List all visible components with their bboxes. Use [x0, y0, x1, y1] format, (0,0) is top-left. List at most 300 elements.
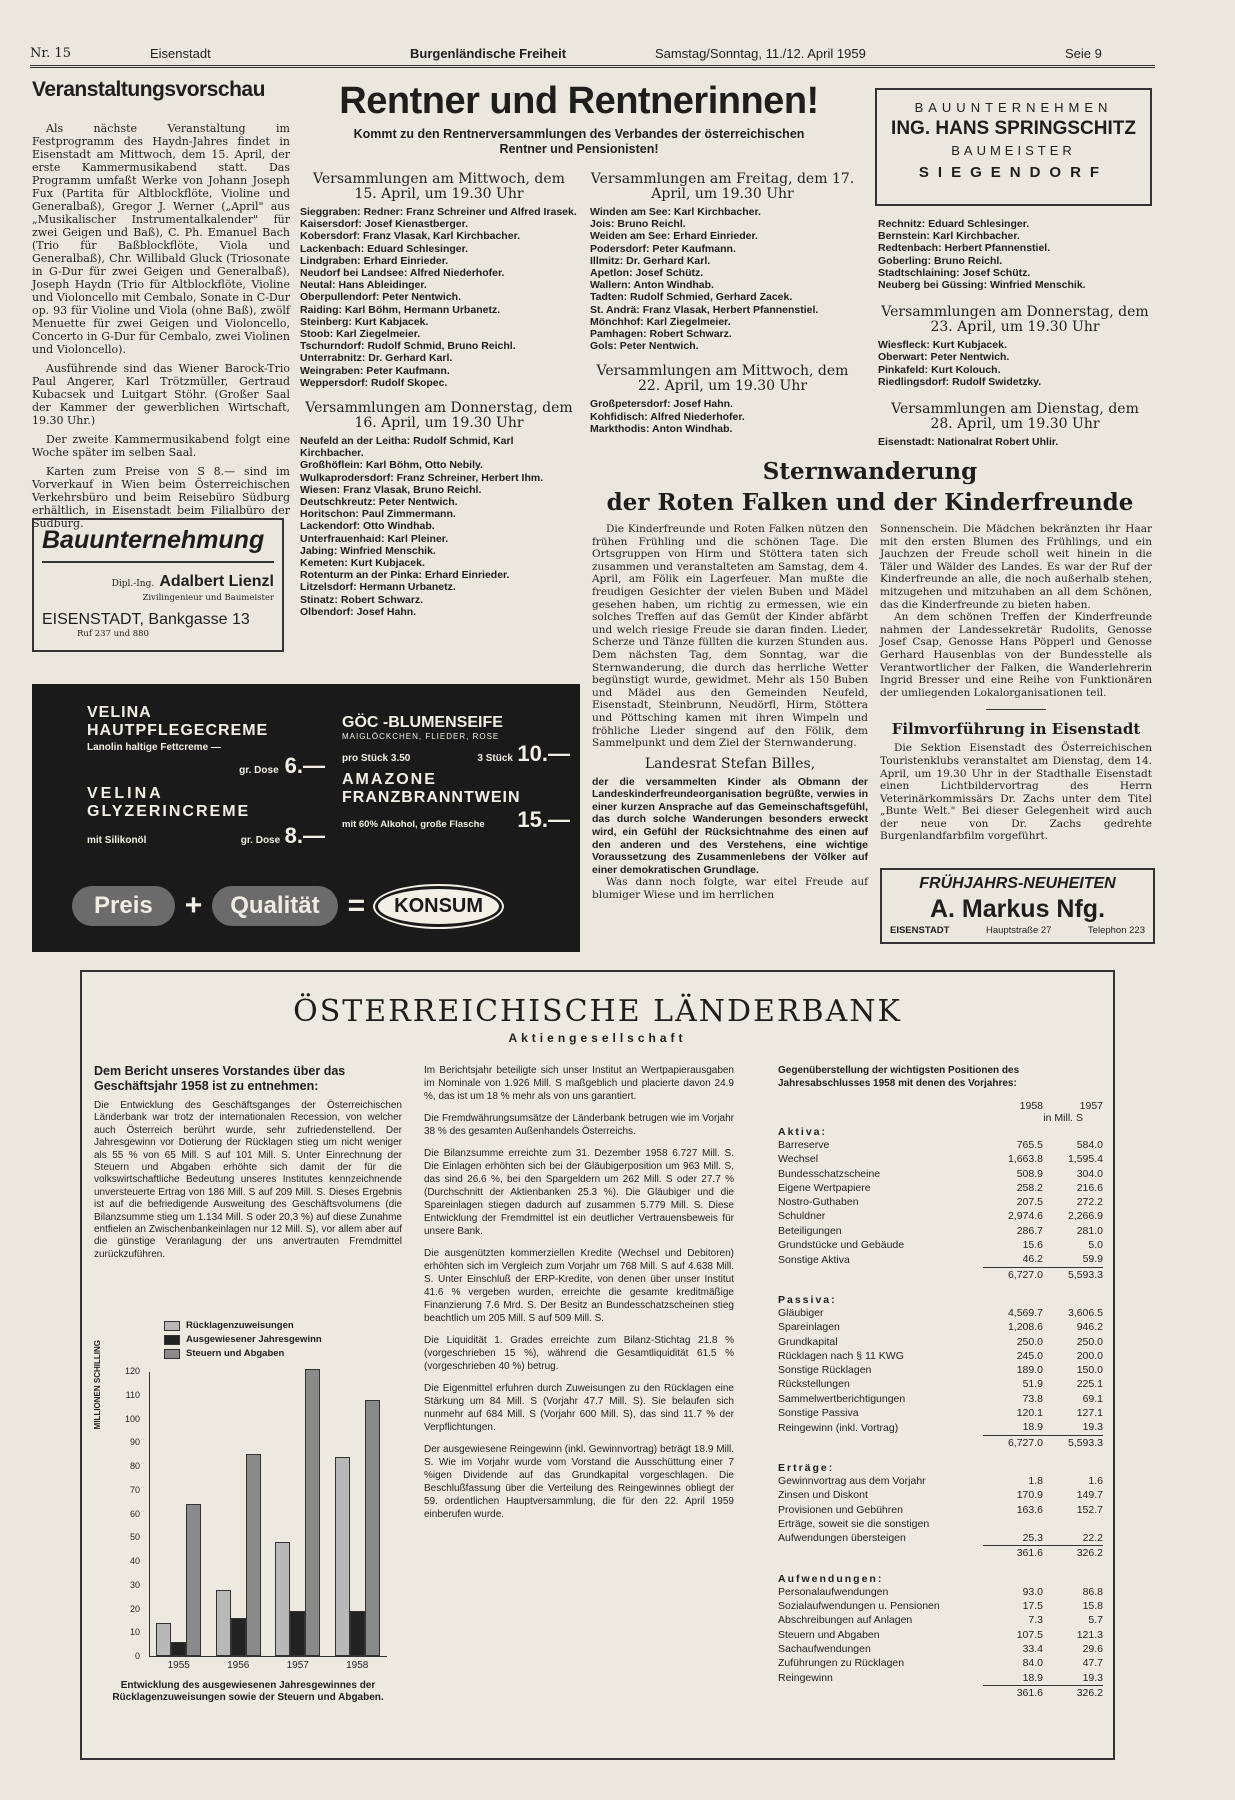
stern-col1 — [592, 523, 868, 902]
chart-ytick: 10 — [129, 1627, 140, 1638]
spring-name: ING. HANS SPRINGSCHITZ — [891, 118, 1136, 139]
bau-ad-name: Adalbert Lienzl — [159, 573, 274, 590]
chart-bar — [156, 1623, 171, 1656]
spring-mid: BAUMEISTER — [951, 143, 1076, 158]
fin-row — [778, 1628, 1103, 1642]
fin-row — [778, 1685, 1103, 1700]
legend-swatch — [164, 1349, 180, 1359]
page-number: Nr. 15 — [30, 46, 71, 61]
chart-yticks — [104, 1366, 144, 1661]
fin-value: 25.3 — [1022, 1532, 1043, 1545]
fin-label: Reingewinn (inkl. Vortrag) — [778, 1421, 899, 1434]
rentner-list-item: Neuberg bei Güssing: Winfried Menschik. — [878, 279, 1086, 292]
rentner-list-item: Gols: Peter Nentwich. — [590, 340, 699, 353]
fin-value — [1043, 1517, 1103, 1531]
stern-c1b: der die versammelten Kinder als Obmann der Landeskinderfreundeorganisation begrüßte, verwies in einer kurzen Ansprache auf das Gemeinschaftsgefühl, das durch solche Wanderungen besonders erweckt wird, ein Gefühl der Rücksichtnahme des einen auf den anderen und des Verstehens, eine wichtige Voraussetzung des Zusammenlebens der Völker auf einer demokratischen Grundlage. — [592, 775, 868, 876]
bau-ad-dipl: Dipl.-Ing. — [111, 579, 155, 589]
slogan-qualitaet: Qualität — [212, 886, 337, 926]
legend-label: Steuern und Abgaben — [186, 1348, 285, 1359]
fin-row — [778, 1181, 1103, 1195]
price-goc: 10.— — [517, 741, 570, 766]
rentner-col2 — [590, 172, 855, 435]
fin-value: 200.0 — [1076, 1349, 1103, 1362]
fin-label: Sonstige Rücklagen — [778, 1364, 872, 1377]
rentner-list-item: Winden am See: Karl Kirchbacher. — [590, 206, 761, 218]
rentner-list6 — [878, 339, 1152, 388]
markus-tel: Telephon 223 — [1087, 925, 1145, 936]
fin-row — [778, 1671, 1103, 1686]
legend-label: Rücklagenzuweisungen — [186, 1320, 294, 1331]
header-place: Eisenstadt — [150, 46, 211, 61]
fin-value: 18.9 — [1022, 1421, 1043, 1434]
maig-label: MAIGLÖCKCHEN, FLIEDER, ROSE — [342, 732, 500, 741]
fin-label: Reingewinn — [778, 1671, 833, 1684]
fin-value: 17.5 — [1022, 1600, 1043, 1613]
fin-label: Aufwendungen übersteigen — [778, 1532, 906, 1545]
rentner-list-item: Rechnitz: Eduard Schlesinger. — [878, 218, 1030, 230]
chart-bar — [305, 1369, 320, 1656]
fin-value: 304.0 — [1076, 1167, 1103, 1180]
fin-label: Beteiligungen — [778, 1224, 842, 1237]
fin-label: Personalaufwendungen — [778, 1585, 889, 1598]
fin-row — [778, 1363, 1103, 1377]
ertraege-table — [778, 1474, 1103, 1561]
fin-value: 1.6 — [1088, 1474, 1103, 1487]
rentner-list-item: Großpetersdorf: Josef Hahn. — [590, 398, 733, 411]
rentner-list-item: Horitschon: Paul Zimmermann. — [300, 508, 456, 521]
fin-row — [778, 1503, 1103, 1517]
fin-value: 73.8 — [1022, 1392, 1043, 1405]
rentner-list-item: Deutschkreutz: Peter Nentwich. — [300, 496, 458, 509]
bank-col3 — [778, 1064, 1103, 1700]
rentner-list-item: Rotenturm an der Pinka: Erhard Einrieder. — [300, 569, 510, 582]
fin-label: Nostro-Guthaben — [778, 1196, 859, 1209]
rentner-list-item: Wiesfleck: Kurt Kubjacek. — [878, 339, 1007, 352]
fin-value: 1,595.4 — [1067, 1153, 1103, 1166]
rentner-list-item: Jois: Bruno Reichl. — [590, 218, 686, 231]
rentner-list-item: St. Andrä: Franz Vlasak, Herbert Pfannenstiel. — [590, 303, 819, 316]
alk-label: mit 60% Alkohol, große Flasche — [342, 819, 485, 830]
rentner-list4 — [590, 398, 855, 435]
fin-value: 22.2 — [1082, 1532, 1103, 1545]
chart-ytick: 0 — [134, 1651, 140, 1661]
konsum-left — [87, 704, 325, 849]
rentner-list-item: Wallern: Anton Windhab. — [590, 279, 714, 292]
chart-ytick: 20 — [129, 1603, 140, 1614]
rentner-list-item: Pamhagen: Robert Schwarz. — [590, 328, 732, 341]
rentner-list3 — [590, 206, 855, 352]
rentner-list-item: Jabing: Winfried Menschik. — [300, 544, 436, 557]
fin-value: 2,974.6 — [1007, 1210, 1043, 1223]
fin-value: 47.7 — [1082, 1657, 1103, 1670]
rentner-list-item: Tadten: Rudolf Schmied, Gerhard Zacek. — [590, 291, 793, 304]
rentner-list-item: Kobersdorf: Franz Vlasak, Karl Kirchbacher. — [300, 230, 520, 243]
rentner-list-item: Goberling: Bruno Reichl. — [878, 254, 1003, 267]
fin-label: Steuern und Abgaben — [778, 1628, 880, 1641]
bank-m5: Die Liquidität 1. Grades erreichte zum Bilanz-Stichtag 21.8 % (vorgeschrieben 15 %), während die Gesamtliquidität 61.5 % (vorgeschrieben 40 %) betrug. — [424, 1335, 734, 1372]
fin-label: Sozialaufwendungen u. Pensionen — [778, 1600, 940, 1613]
chart-bar — [246, 1454, 261, 1656]
price-velina-glyz: 8.— — [284, 823, 325, 848]
markus-ad — [880, 868, 1155, 944]
rentner-list-item: Kohfidisch: Alfred Niederhofer. — [590, 410, 745, 423]
rentner-list-item: Weppersdorf: Rudolf Skopec. — [300, 376, 448, 389]
laenderbank-ad — [80, 970, 1115, 1760]
fin-row — [778, 1209, 1103, 1223]
veranst-p3: Der zweite Kammermusikabend folgt eine Woche später im selben Saal. — [32, 433, 290, 459]
fin-row — [778, 1224, 1103, 1238]
rentner-list-item: Wiesen: Franz Vlasak, Bruno Reichl. — [300, 483, 482, 496]
rentner-list-item: Raiding: Karl Böhm, Hermann Urbanetz. — [300, 303, 501, 316]
header-date: Samstag/Sonntag, 11./12. April 1959 — [655, 46, 866, 61]
rentner-h3: Versammlungen am Freitag, dem 17. April, um 19.30 Uhr — [590, 171, 855, 202]
col-1958: 1958 — [1019, 1100, 1043, 1112]
fin-row — [778, 1320, 1103, 1334]
chart-ytick: 70 — [129, 1484, 140, 1495]
fin-value: 5.0 — [1088, 1239, 1103, 1252]
chart-xtick: 1958 — [346, 1660, 369, 1671]
veranst-article — [32, 78, 290, 530]
fin-label: Sachaufwendungen — [778, 1642, 871, 1655]
chart-bar — [231, 1618, 246, 1656]
rentner-list-item: Illmitz: Dr. Gerhard Karl. — [590, 254, 711, 267]
fin-value: 281.0 — [1076, 1224, 1103, 1237]
rentner-title: Rentner und Rentnerinnen! — [339, 80, 819, 122]
fin-value: 258.2 — [1016, 1181, 1043, 1194]
fin-label: Grundstücke und Gebäude — [778, 1239, 905, 1252]
veranst-p2: Ausführende sind das Wiener Barock-Trio Paul Angerer, Karl Trötzmüller, Gertraud Kubacsek und Luitgart Stöhr. (Großer Saal der Kammer der gewerblichen Wirtschaft, 19.30 Uhr.) — [32, 362, 290, 427]
chart-ylabel: MILLIONEN SCHILLING — [93, 1340, 102, 1430]
rentner-list-item: Tschurndorf: Rudolf Schmid, Bruno Reichl. — [300, 340, 516, 353]
stern-c1c: Was dann noch folgte, war eitel Freude auf blumiger Wiese und im herrlichen — [592, 876, 868, 902]
rentner-list-item: Litzelsdorf: Hermann Urbanetz. — [300, 581, 456, 594]
rentner-list-item: Olbendorf: Josef Hahn. — [300, 605, 417, 618]
rentner-list-item: Weingraben: Peter Kaufmann. — [300, 364, 450, 377]
legend-label: Ausgewiesener Jahresgewinn — [186, 1334, 322, 1345]
fin-value: 127.1 — [1076, 1407, 1103, 1420]
chart-bar — [290, 1611, 305, 1656]
fin-label: Bundesschatzscheine — [778, 1167, 881, 1180]
rentner-list-item: Unterfrauenhaid: Karl Pleiner. — [300, 532, 449, 545]
fin-value: 1.8 — [1028, 1474, 1043, 1487]
col-1957: 1957 — [1079, 1100, 1103, 1112]
bank-m1: Im Berichtsjahr beteiligte sich unser Institut an Wertpapierausgaben im Nominale von 1.926 Mill. S maßgeblich und placierte davon 24.9 %, das ist um 18 % mehr als von uns garantiert. — [424, 1065, 734, 1102]
bauunternehmung-ad — [32, 518, 284, 652]
fin-label: Provisionen und Gebühren — [778, 1503, 903, 1516]
rentner-list-item: Sieggraben: Redner: Franz Schreiner und Alfred Irasek. — [300, 206, 577, 218]
dose-label: gr. Dose — [239, 765, 279, 776]
fin-label: Sonstige Aktiva — [778, 1253, 850, 1266]
price-franz: 15.— — [517, 807, 570, 832]
stern-c2b: An dem schönen Treffen der Kinderfreunde nahmen der Landessekretär Rudolits, Genosse Josef Csap, Genosse Hans Pöpperl und Genosse Gerhard Hausenblas von der Bundesstelle als Verantwortlicher der Falken, die Wanderlehrerin Ingrid Bresser und eine Reihe von Funktionären der umliegenden Lokalorganisationen teil. — [880, 611, 1152, 699]
rentner-list-item: Oberpullendorf: Peter Nentwich. — [300, 291, 462, 304]
fin-label: Rücklagen nach § 11 KWG — [778, 1349, 904, 1362]
rentner-list-item: Bernstein: Karl Kirchbacher. — [878, 230, 1020, 243]
chart-bar — [350, 1611, 365, 1656]
chart-caption: Entwicklung des ausgewiesenen Jahresgewinnes der Rücklagenzuweisungen sowie der Steuern und Abgaben. — [112, 1680, 384, 1703]
aufw-title: Aufwendungen: — [778, 1572, 884, 1585]
fin-value: 51.9 — [1022, 1378, 1043, 1391]
rentner-list-item: Kaisersdorf: Josef Kienastberger. — [300, 218, 469, 231]
rentner-h1: Versammlungen am Mittwoch, dem 15. April, um 19.30 Uhr — [313, 171, 565, 202]
bank-m4: Die ausgenützten kommerziellen Kredite (Wechsel und Debitoren) erhöhten sich im Vergleich zum Vorjahr um 768 Mill. S auf 4.638 Mill. S. Unter Einschluß der ERP-Kredite, von denen über unser Institut 41.6 % vergeben wurden, erreichte die gesamte kreditmäßige Finanzierung 7.6 Mrd. S. Der Besitz an Bundesschatzscheinen stieg beachtlich um 205 Mill. S auf 509 Mill. S. — [424, 1248, 734, 1324]
bank-m6: Die Eigenmittel erfuhren durch Zuweisungen zu den Rücklagen eine Stärkung um 84 Mill. S (Vorjahr 47.7 Mill. S). Sie belaufen sich nunmehr auf 684 Mill. S (Vorjahr 600 Mill. S), das sind 11.7 % der Verpflichtungen. — [424, 1383, 734, 1433]
bank-chart — [94, 1320, 402, 1720]
fin-label — [778, 1267, 983, 1282]
rentner-list-item: Mönchhof: Karl Ziegelmeier. — [590, 315, 731, 328]
rentner-list-item: Kemeten: Kurt Kubjacek. — [300, 557, 425, 570]
markus-name: A. Markus Nfg. — [929, 895, 1106, 923]
fin-row — [778, 1138, 1103, 1152]
rentner-col3 — [878, 218, 1152, 448]
fin-value: 86.8 — [1082, 1585, 1103, 1598]
hautpflege-label: HAUTPFLEGECREME — [87, 722, 269, 739]
fin-value: 46.2 — [1022, 1253, 1043, 1266]
bank-head: Dem Bericht unseres Vorstandes über das Geschäftsjahr 1958 ist zu entnehmen: — [94, 1064, 346, 1093]
fin-row — [778, 1152, 1103, 1166]
fin-value: 946.2 — [1076, 1321, 1103, 1334]
stern-title1: Sternwanderung — [762, 458, 978, 485]
fin-value: 5.7 — [1088, 1614, 1103, 1627]
fin-value: 19.3 — [1082, 1671, 1103, 1684]
fin-value: 5,593.3 — [1043, 1267, 1103, 1282]
fin-row — [778, 1349, 1103, 1363]
springschitz-ad — [875, 88, 1152, 206]
fin-row — [778, 1420, 1103, 1435]
fin-value: 4,569.7 — [1007, 1306, 1043, 1319]
fin-row — [778, 1406, 1103, 1420]
fin-row — [778, 1195, 1103, 1209]
fin-value: 170.9 — [1016, 1489, 1043, 1502]
fin-value: 69.1 — [1082, 1392, 1103, 1405]
silikon-label: mit Silikonöl — [87, 835, 147, 846]
chart-ytick: 110 — [125, 1389, 140, 1400]
slogan-eq: = — [347, 889, 366, 922]
fin-label: Gewinnvortrag aus dem Vorjahr — [778, 1474, 926, 1487]
fin-row — [778, 1267, 1103, 1282]
konsum-logo: KONSUM — [375, 886, 502, 927]
bank-sub: Aktiengesellschaft — [508, 1031, 687, 1045]
chart-ytick: 80 — [129, 1461, 140, 1471]
chart-xtick: 1956 — [227, 1660, 250, 1671]
chart-legend-item — [164, 1334, 394, 1345]
rentner-list1 — [300, 206, 578, 389]
chart-ytick: 30 — [129, 1579, 140, 1590]
fin-row — [778, 1392, 1103, 1406]
rentner-list2 — [300, 435, 578, 618]
rentner-list5 — [878, 218, 1152, 291]
rentner-list-item: Lindgraben: Erhard Einrieder. — [300, 254, 449, 267]
fin-row — [778, 1306, 1103, 1320]
fin-row — [778, 1167, 1103, 1181]
goc-label: GÖC -BLUMENSEIFE — [342, 714, 503, 731]
fin-row — [778, 1613, 1103, 1627]
fin-value: 59.9 — [1082, 1253, 1103, 1266]
fin-row — [778, 1252, 1103, 1267]
rentner-list-item: Pinkafeld: Kurt Kolouch. — [878, 363, 1001, 376]
chart-bar — [186, 1504, 201, 1656]
markus-top: FRÜHJAHRS-NEUHEITEN — [919, 875, 1116, 892]
rentner-col1 — [300, 172, 578, 618]
markus-city: EISENSTADT — [890, 925, 950, 936]
fin-label: Zuführungen zu Rücklagen — [778, 1657, 905, 1670]
spring-top: BAUUNTERNEHMEN — [914, 100, 1113, 115]
konsum-right — [342, 714, 570, 833]
velina-label: VELINA — [87, 704, 152, 721]
rentner-h6: Versammlungen am Dienstag, dem 28. April, um 19.30 Uhr — [891, 401, 1139, 433]
page-header — [30, 38, 1155, 68]
rentner-list-item: Neudorf bei Landsee: Alfred Niederhofer. — [300, 267, 505, 280]
rentner-list-item: Lackendorf: Otto Windhab. — [300, 520, 435, 533]
rentner-list-item: Lackenbach: Eduard Schlesinger. — [300, 242, 469, 255]
bau-ad-sub: Zivilingenieur und Baumeister — [142, 593, 274, 603]
fin-value: 250.0 — [1016, 1335, 1043, 1348]
fin-label: Eigene Wertpapiere — [778, 1181, 871, 1194]
fin-value: 6,727.0 — [983, 1435, 1043, 1450]
price-velina-haut: 6.— — [284, 753, 325, 778]
fin-label: Erträge, soweit sie die sonstigen — [778, 1517, 930, 1530]
rentner-list-item: Stoob: Karl Ziegelmeier. — [300, 328, 421, 341]
fin-value: 361.6 — [983, 1685, 1043, 1700]
passiva-table — [778, 1306, 1103, 1450]
fin-row — [778, 1335, 1103, 1349]
fin-value: 189.0 — [1016, 1364, 1043, 1377]
fin-value: 1,208.6 — [1007, 1321, 1043, 1334]
fin-row — [778, 1642, 1103, 1656]
legend-swatch — [164, 1321, 180, 1331]
franz-label: FRANZBRANNTWEIN — [342, 789, 521, 806]
slogan-plus: + — [184, 889, 203, 922]
passiva-title: Passiva: — [778, 1293, 837, 1306]
fin-value: 19.3 — [1082, 1421, 1103, 1434]
ertraege-title: Erträge: — [778, 1461, 835, 1474]
fin-row — [778, 1435, 1103, 1450]
veranst-p4: Karten zum Preise von S 8.— sind im Vorverkauf in Wien beim Österreichischen Verkehrsbüro und beim Reisebüro Südburg erhältlich, in Eisenstadt beim Filialbüro der Südburg. — [32, 465, 290, 530]
slogan-preis: Preis — [72, 886, 175, 926]
fin-value: 326.2 — [1043, 1685, 1103, 1700]
chart-legend-item — [164, 1320, 394, 1331]
rentner-list-item: Unterrabnitz: Dr. Gerhard Karl. — [300, 352, 453, 365]
rentner-list-item: Wulkaprodersdorf: Franz Schreiner, Herbert Ihm. — [300, 471, 544, 484]
fin-value: 163.6 — [1016, 1503, 1043, 1516]
fin-label: Zinsen und Diskont — [778, 1489, 868, 1502]
fin-value — [983, 1517, 1043, 1531]
header-seite: Seie 9 — [1065, 46, 1102, 61]
fin-row — [778, 1531, 1103, 1546]
fin-value: 7.3 — [1028, 1614, 1043, 1627]
film-title: Filmvorführung in Eisenstadt — [891, 720, 1141, 739]
fin-value: 120.1 — [1016, 1407, 1043, 1420]
chart-ytick: 90 — [129, 1437, 140, 1448]
rentner-list-item: Neutal: Hans Ableidinger. — [300, 279, 427, 292]
bank-m2: Die Fremdwährungsumsätze der Länderbank betrugen wie im Vorjahr 38 % des gesamten Außenhandels Österreichs. — [424, 1113, 734, 1137]
fin-value: 361.6 — [983, 1546, 1043, 1561]
velina2-label: VELINA — [87, 785, 164, 802]
fin-value: 18.9 — [1022, 1671, 1043, 1684]
fin-value: 326.2 — [1043, 1546, 1103, 1561]
bank-col2 — [424, 1064, 734, 1521]
chart-bar — [365, 1400, 380, 1657]
fin-value: 584.0 — [1076, 1139, 1103, 1151]
fin-value: 225.1 — [1076, 1378, 1103, 1391]
fin-row — [778, 1585, 1103, 1599]
spring-city: SIEGENDORF — [918, 164, 1109, 181]
fin-value: 149.7 — [1076, 1489, 1103, 1502]
chart-bar — [216, 1590, 231, 1657]
film-text: Die Sektion Eisenstadt des Österreichischen Touristenklubs veranstaltet am Dienstag, dem 14. April, um 19.30 Uhr in der Stadthalle Eisenstadt einen Lichtbildervortrag des Herrn Veterinärkommissärs Dr. Zachs unter dem Titel „Bunte Welt." Bei dieser Gelegenheit wird auch der neue von Dr. Zachs gedrehte Burgenlandfarbfilm vorgeführt. — [880, 742, 1152, 843]
fin-label: Barreserve — [778, 1139, 830, 1151]
fin-value: 33.4 — [1022, 1642, 1043, 1655]
rentner-list-item: Steinberg: Kurt Kabjacek. — [300, 315, 429, 328]
rentner-list-item: Redtenbach: Herbert Pfannenstiel. — [878, 242, 1051, 255]
fin-row — [778, 1238, 1103, 1252]
bau-ad-addr: EISENSTADT, Bankgasse 13 — [42, 611, 250, 628]
chart-ytick: 60 — [129, 1508, 140, 1519]
rentner-sub: Kommt zu den Rentnerversammlungen des Verbandes der österreichischen Rentner und Pensionisten! — [353, 127, 805, 156]
rentner-list-item: Apetlon: Josef Schütz. — [590, 267, 704, 280]
fin-label — [778, 1435, 983, 1450]
glyzerin-label: GLYZERINCREME — [87, 803, 251, 820]
fin-label — [778, 1546, 983, 1561]
aufw-table — [778, 1585, 1103, 1700]
fin-value: 84.0 — [1022, 1657, 1043, 1670]
rentner-list-item: Großhöflein: Karl Böhm, Otto Nebily. — [300, 459, 483, 472]
stern-title2: der Roten Falken und der Kinderfreunde — [606, 489, 1134, 516]
bank-m7: Der ausgewiesene Reingewinn (inkl. Gewinnvortrag) beträgt 18.9 Mill. S. Wie im Vorjahr wurde vom Vorstand die Ausschüttung einer 7 %igen Dividende auf das Grundkapital vorgeschlagen. Die Beschlußfassung über die Verteilung des Reingewinnes obliegt der 59. ordentlichen Hauptversammlung, die für den 22. April 1959 einberufen wurde. — [424, 1444, 734, 1520]
chart-ytick: 50 — [129, 1532, 140, 1543]
fin-value: 121.3 — [1076, 1628, 1103, 1641]
rentner-list-item: Weiden am See: Erhard Einrieder. — [590, 230, 758, 243]
fin-value: 2,266.9 — [1067, 1210, 1103, 1223]
amazone-label: AMAZONE — [342, 771, 437, 788]
fin-value: 6,727.0 — [983, 1267, 1043, 1282]
fin-label — [778, 1685, 983, 1700]
aktiva-title: Aktiva: — [778, 1126, 828, 1138]
fin-value: 272.2 — [1076, 1196, 1103, 1209]
header-paper: Burgenländische Freiheit — [410, 46, 567, 61]
chart-xtick: 1957 — [286, 1660, 309, 1671]
fin-row — [778, 1517, 1103, 1531]
konsum-ad — [32, 684, 580, 952]
lanolin-label: Lanolin haltige Fettcreme — — [87, 742, 221, 753]
chart-bar — [171, 1642, 186, 1656]
markus-street: Hauptstraße 27 — [985, 925, 1052, 936]
stern-sub: Landesrat Stefan Billes, — [644, 755, 816, 772]
fin-row — [778, 1599, 1103, 1613]
fin-value: 150.0 — [1076, 1364, 1103, 1377]
divider — [986, 709, 1046, 710]
fin-value: 15.8 — [1082, 1600, 1103, 1613]
chart-xtick: 1955 — [167, 1660, 190, 1671]
rentner-list-item: Stinatz: Robert Schwarz. — [300, 593, 424, 606]
chart-bar — [335, 1457, 350, 1657]
aktiva-table — [778, 1138, 1103, 1282]
stueck-label: pro Stück 3.50 — [342, 753, 411, 764]
bau-ad-title: Bauunternehmung — [42, 526, 274, 563]
fin-value: 5,593.3 — [1043, 1435, 1103, 1450]
chart-legend-item — [164, 1348, 394, 1359]
bau-ad-ruf: Ruf 237 und 880 — [77, 629, 149, 639]
fin-label: Sammelwertberichtigungen — [778, 1392, 906, 1405]
fin-label: Schuldner — [778, 1210, 826, 1223]
veranst-p1: Als nächste Veranstaltung im Festprogramm des Haydn-Jahres findet in Eisenstadt am Mittwoch, dem 15. April, der erste Kammermusikabend statt. Das Programm umfaßt Werke von Johann Joseph Fux (Partita für Altblockflöte, Violine und Generalbaß), Gregor J. Werner („April" aus „Musikalischer Instrumentalkalender" für zwei Geigen und Baß), C. Ph. Emanuel Bach (Trio für Baßblockflöte, Viola und Generalbaß), Chr. Willibald Gluck (Triosonate in G-Dur für zwei Geigen und Generalbaß), Joseph Haydn (Trio für Altblockflöte, Violine und Violoncello mit Cembalo, Sonate in C-Dur op. 93 für Violine und Viola (ohne Baß), zwölf Menuette für zwei Geigen und Violoncello, Concerto in G-Dur für Cembalo, zwei Violinen und Violoncello). — [32, 122, 290, 356]
stern-c1: Die Kinderfreunde und Roten Falken nützen den frühen Frühling und die schönen Tage. Die Ortsgruppen von Hirm und Stöttera taten sich zusammen und veranstalteten am Samstag, dem 4. April, am Fölik ein Lagerfeuer. Man mußte die freudigen Gesichter der vielen Buben und Mädel gesehen haben, um richtig zu ermessen, wie ein solches Treffen auf das Gemüt der Kinder abfärbt und welch riesige Freude sie daran finden. Lieder, Scherze und Tänze füllten die kurzen Stunden aus. Dem nächsten Tag, dem Sonntag, war die Sternwanderung, die durch das herrliche Wetter begünstigt wurde, gewidmet. Mehr als 150 Buben und Mädel aus den Gemeinden Neufeld, Eisenstadt, Steinbrunn, Neudörfl, Hirm, Stöttera und Pöttsching kamen mit ihren Wimpeln und fröhliche Lieder singend auf den Fölik, dem Sammelpunkt und dem Ziel der Sternwanderung. — [592, 523, 868, 750]
rentner-h4: Versammlungen am Mittwoch, dem 22. April, um 19.30 Uhr — [596, 363, 849, 395]
fin-label: Sonstige Passiva — [778, 1407, 859, 1420]
fin-label: Spareinlagen — [778, 1321, 840, 1334]
rentner-list7 — [878, 436, 1152, 448]
fin-value: 245.0 — [1016, 1349, 1043, 1362]
